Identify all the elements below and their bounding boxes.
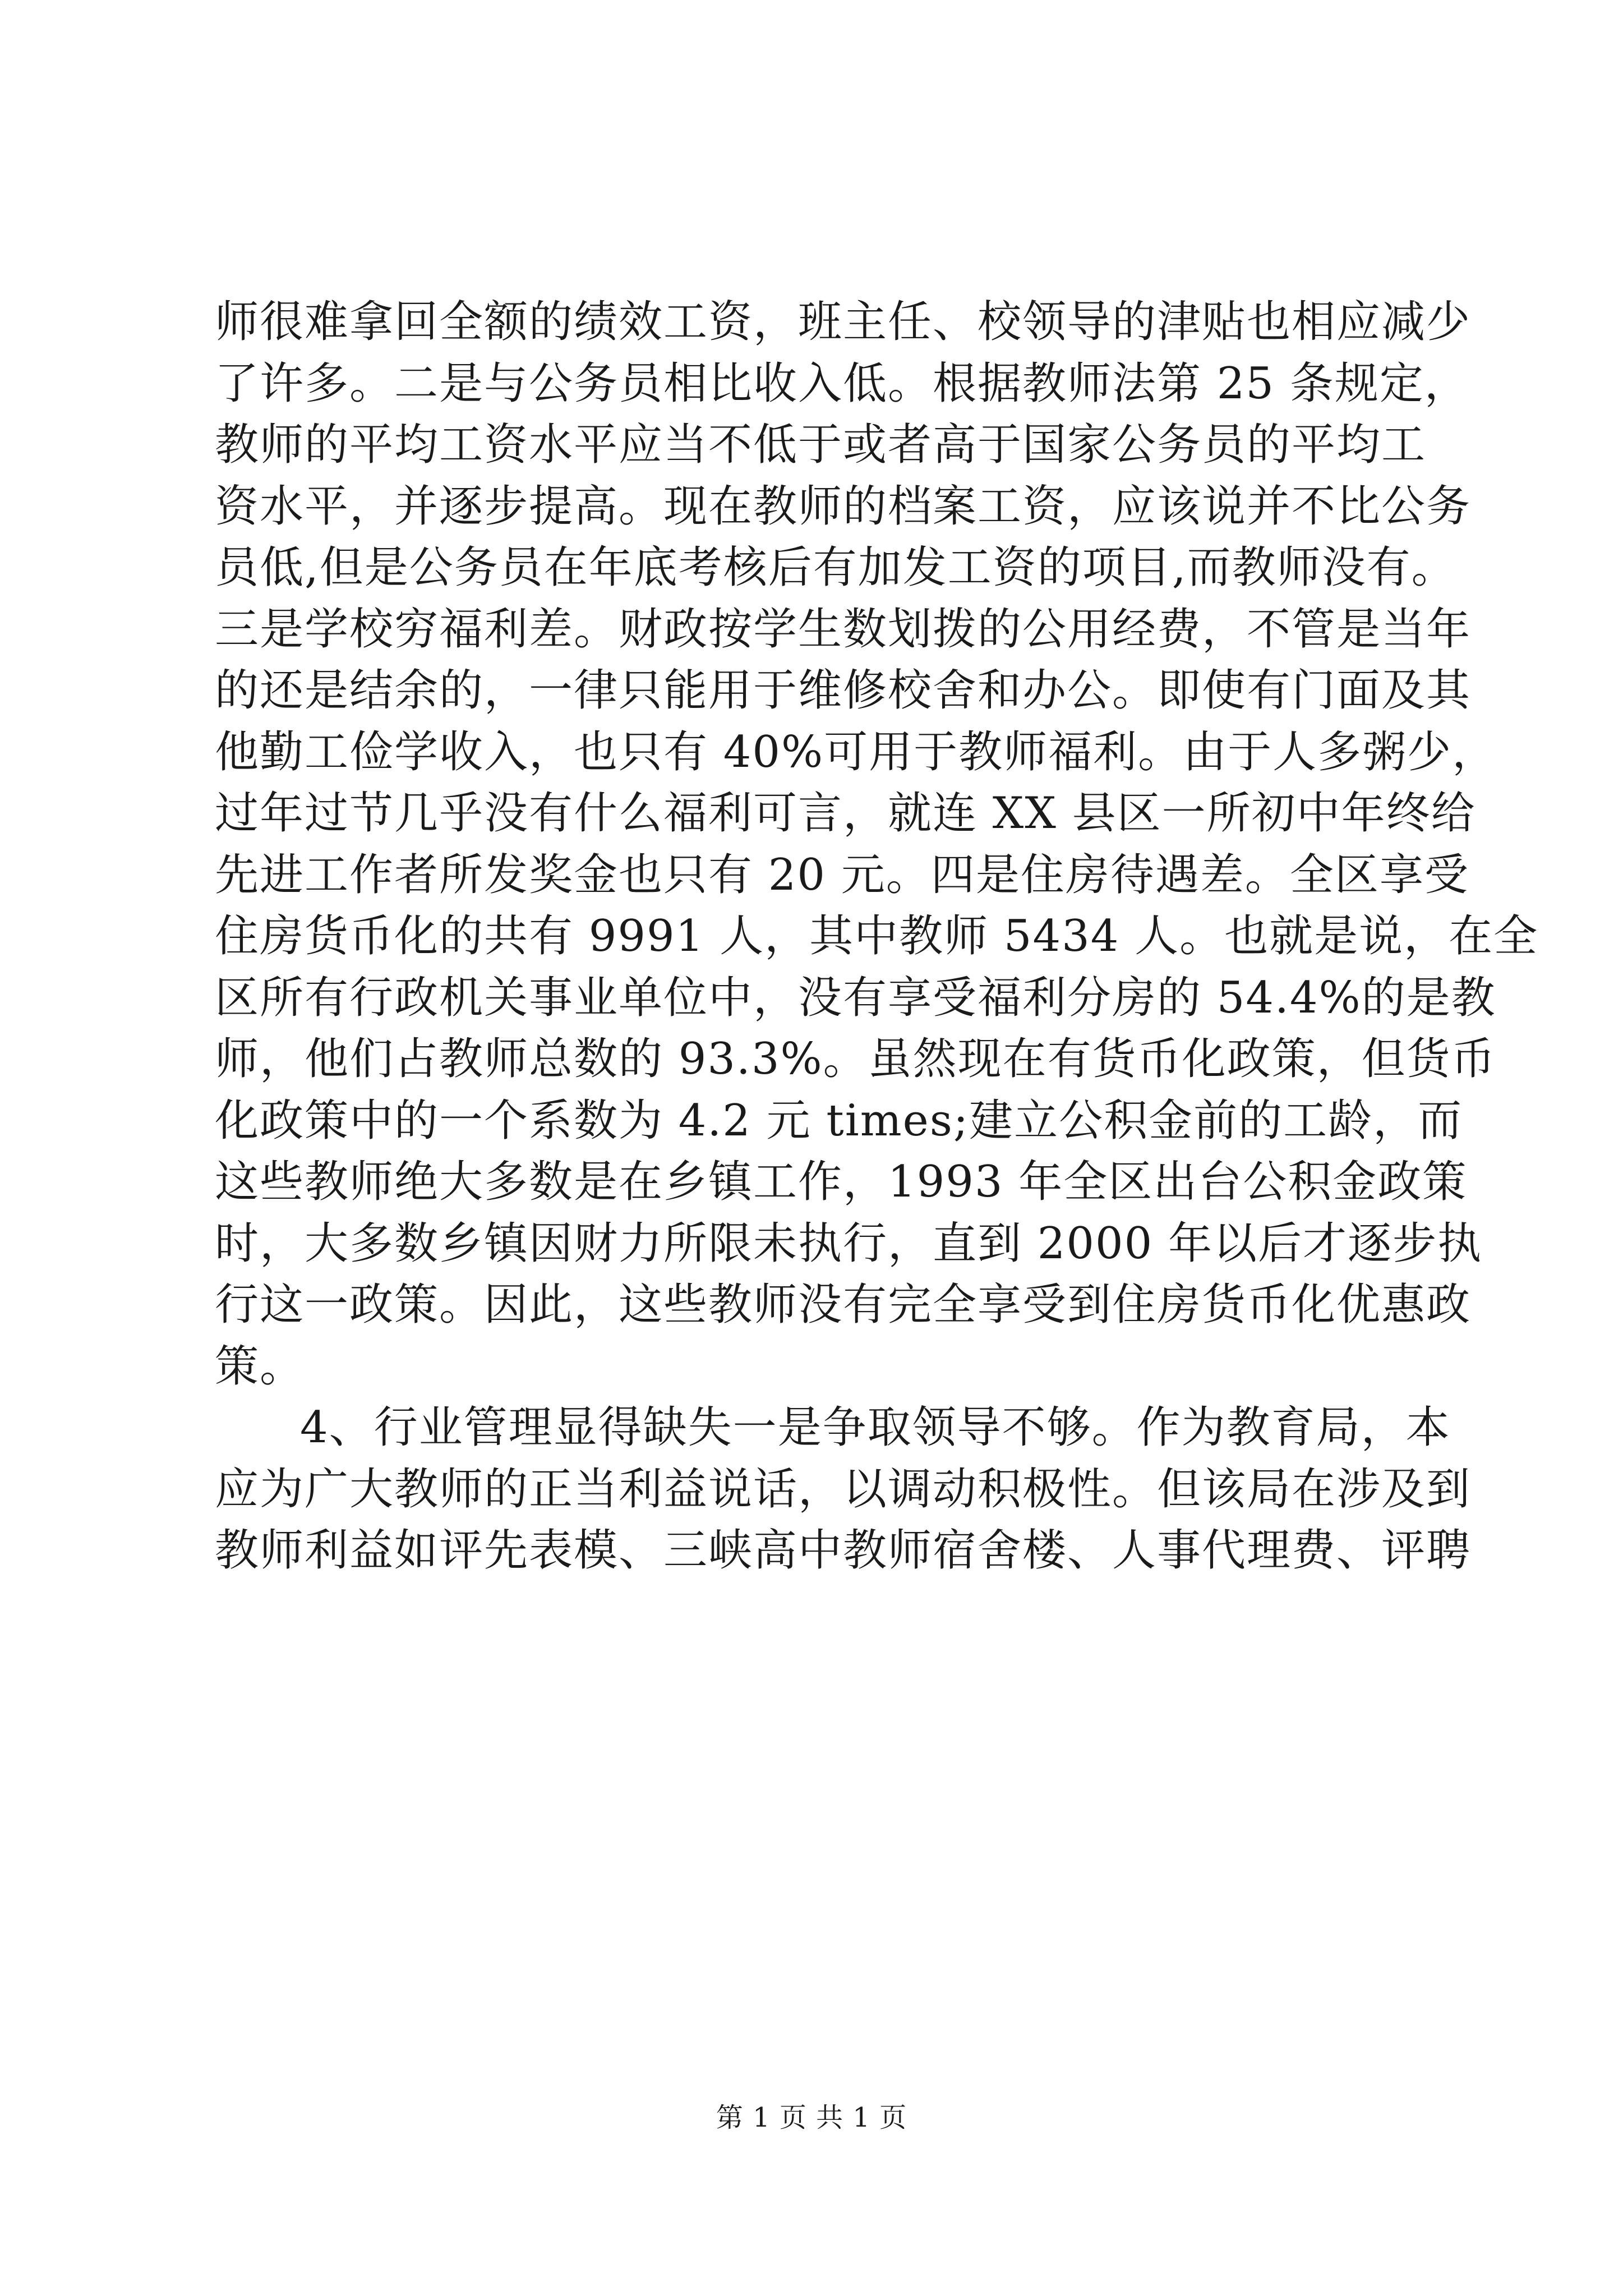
text-line: 策。 <box>215 1341 305 1392</box>
text-line: 行这一政策。因此，这些教师没有完全享受到住房货币化优惠政 <box>215 1280 1472 1330</box>
text-line: 资水平，并逐步提高。现在教师的档案工资，应该说并不比公务 <box>215 481 1472 532</box>
text-line: 师，他们占教师总数的 93.3%。虽然现在有货币化政策，但货币 <box>215 1034 1496 1084</box>
text-line: 三是学校穷福利差。财政按学生数划拨的公用经费，不管是当年 <box>215 604 1472 655</box>
body-text <box>215 292 1539 1582</box>
text-line: 师很难拿回全额的绩效工资，班主任、校领导的津贴也相应减少 <box>215 297 1472 347</box>
text-line: 的还是结余的，一律只能用于维修校舍和办公。即使有门面及其 <box>215 665 1472 716</box>
text-line: 先进工作者所发奖金也只有 20 元。四是住房待遇差。全区享受 <box>215 849 1469 900</box>
text-line: 教师利益如评先表模、三峡高中教师宿舍楼、人事代理费、评聘 <box>215 1525 1472 1576</box>
text-line: 时，大多数乡镇因财力所限未执行，直到 2000 年以后才逐步执 <box>215 1218 1483 1269</box>
text-line: 这些教师绝大多数是在乡镇工作，1993 年全区出台公积金政策 <box>215 1157 1468 1207</box>
paragraph-first-line: 4、行业管理显得缺失一是争取领导不够。作为教育局，本 <box>300 1402 1451 1453</box>
text-line: 他勤工俭学收入，也只有 40%可用于教师福利。由于人多粥少， <box>215 726 1497 777</box>
text-line: 员低,但是公务员在年底考核后有加发工资的项目,而教师没有。 <box>215 542 1456 593</box>
text-line: 过年过节几乎没有什么福利可言，就连 XX 县区一所初中年终给 <box>215 788 1476 839</box>
text-line: 化政策中的一个系数为 4.2 元 times;建立公积金前的工龄，而 <box>215 1095 1463 1146</box>
text-line: 教师的平均工资水平应当不低于或者高于国家公务员的平均工 <box>215 420 1427 470</box>
text-line: 住房货币化的共有 9991 人，其中教师 5434 人。也就是说，在全 <box>215 911 1539 961</box>
text-line: 应为广大教师的正当利益说话，以调动积极性。但该局在涉及到 <box>215 1464 1472 1515</box>
text-line: 区所有行政机关事业单位中，没有享受福利分房的 54.4%的是教 <box>215 972 1496 1023</box>
text-line: 了许多。二是与公务员相比收入低。根据教师法第 25 条规定， <box>215 358 1469 409</box>
page-footer <box>0 2101 1623 2134</box>
page-number-label: 第 1 页 共 1 页 <box>716 2102 907 2133</box>
